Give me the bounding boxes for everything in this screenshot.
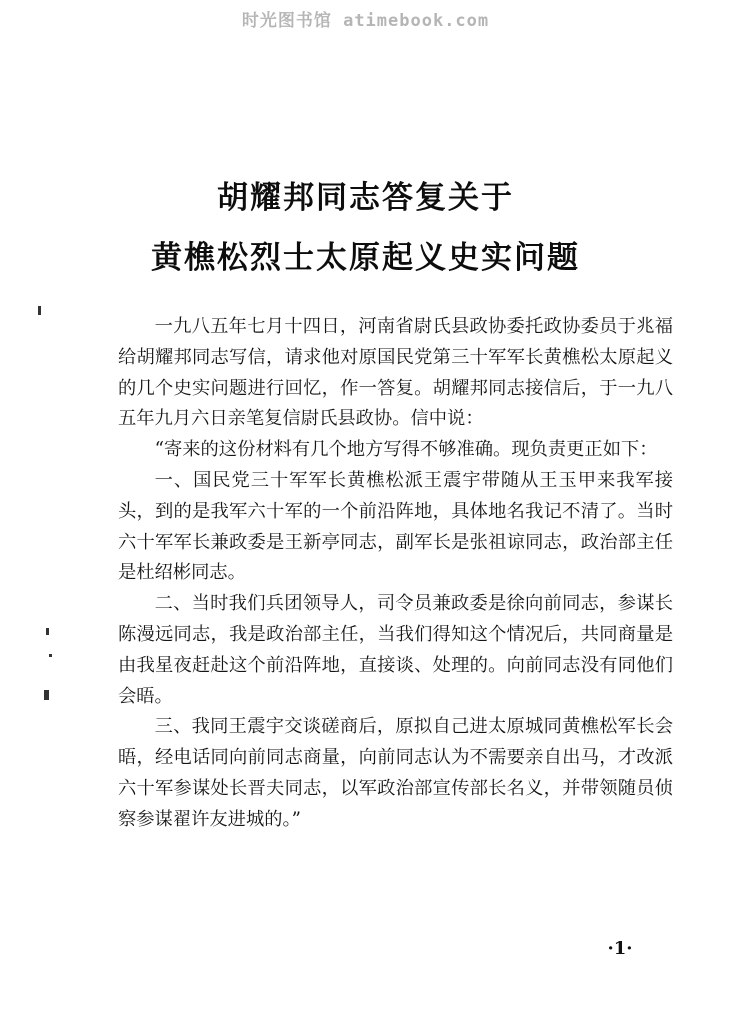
paragraph-point-three: 三、我同王震宇交谈磋商后，原拟自己进太原城同黄樵松军长会晤，经电话同向前同志商量，向前同志认为不需要亲自出马，才改派六十军参谋处长晋夫同志，以军政治部宣传部长名义，并带领随员侦察参谋翟许友进城的。”	[118, 716, 673, 830]
scan-speck	[38, 306, 41, 315]
scan-speck	[44, 690, 49, 700]
page-title-line-1: 胡耀邦同志答复关于	[217, 180, 514, 216]
watermark: 时光图书馆 atimebook.com	[241, 11, 490, 31]
paragraph-point-one: 一、国民党三十军军长黄樵松派王震宇带随从王玉甲来我军接头，到的是我军六十军的一个前沿阵地，具体地名我记不清了。当时六十军军长兼政委是王新亭同志，副军长是张祖谅同志，政治部主任是杜绍彬同志。	[118, 469, 673, 584]
page-number: ·1·	[607, 938, 633, 959]
page-title-line-2: 黄樵松烈士太原起义史实问题	[151, 240, 580, 276]
scan-speck	[49, 654, 52, 657]
paragraph-letter-opening: “寄来的这份材料有几个地方写得不够准确。现负责更正如下：	[154, 439, 658, 461]
paragraph-point-two: 二、当时我们兵团领导人，司令员兼政委是徐向前同志，参谋长陈漫远同志，我是政治部主任，当我们得知这个情况后，共同商量是由我星夜赶赴这个前沿阵地，直接谈、处理的。向前同志没有同他们会晤。	[118, 593, 673, 707]
scan-speck	[46, 628, 49, 635]
paragraph-intro: 一九八五年七月十四日，河南省尉氏县政协委托政协委员于兆福给胡耀邦同志写信，请求他对原国民党第三十军军长黄樵松太原起义的几个史实问题进行回忆，作一答复。胡耀邦同志接信后，于一九八五年九月六日亲笔复信尉氏县政协。信中说：	[118, 316, 673, 430]
article-body	[118, 312, 673, 836]
